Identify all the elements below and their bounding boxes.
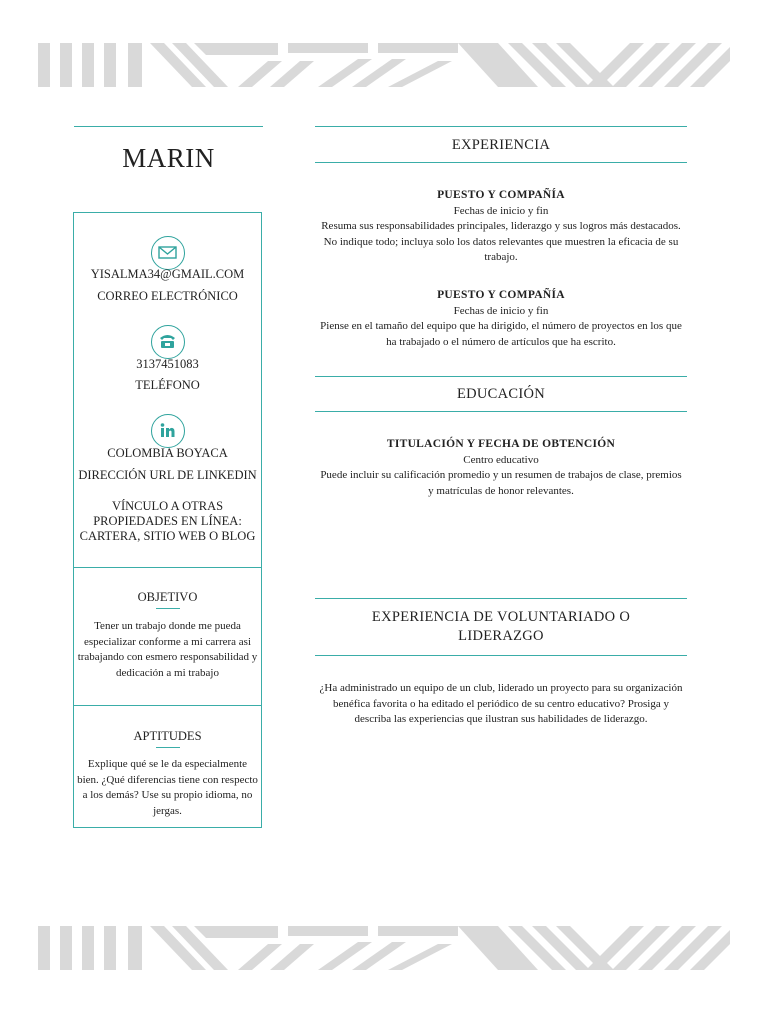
phone-value: 3137451083 [136,357,199,371]
experience-description: Piense en el tamaño del equipo que ha dirigido, el número de proyectos en los que ha trabajado o el número de artículos que ha escrito. [320,320,682,348]
experience-dates: Fechas de inicio y fin [453,204,549,217]
candidate-name: MARIN [122,143,215,173]
experience-dates: Fechas de inicio y fin [453,304,549,317]
objective-text: Tener un trabajo donde me pueda especializar conforme a mi carrera asi trabajando con esmero responsabilidad y dedicación a mi trabajo [77,620,258,679]
objective-heading [74,590,261,609]
other-properties-line1: VÍNCULO A OTRAS [111,499,224,513]
skills-underline [156,747,180,748]
linkedin-label[interactable]: DIRECCIÓN URL DE LINKEDIN [78,468,257,482]
location-value: COLOMBIA BOYACA [107,446,228,460]
education-title: EDUCACIÓN [456,386,546,402]
experience-rule-top [315,126,687,127]
experience-position: PUESTO Y COMPAÑÍA [437,189,565,201]
experience-rule-bottom [315,162,687,163]
decorative-stripes-bottom [38,926,730,970]
phone-icon [151,325,185,359]
email-icon [151,236,185,270]
experience-item [315,288,687,350]
decorative-stripes-top [38,43,730,87]
experience-description: Resuma sus responsabilidades principales, liderazgo y sus logros más destacados. No indique todo; incluya solo los datos relevantes que muestren la eficacia de su trabajo. [321,220,681,263]
education-school: Centro educativo [463,453,539,466]
email-label: CORREO ELECTRÓNICO [97,289,238,303]
phone-label: TELÉFONO [135,378,200,392]
volunteer-description: ¿Ha administrado un equipo de un club, liderado un proyecto para su organización benéfica favorita o ha editado el periódico de su centro educativo? Prosiga y describa las experiencias que ilustran sus habilidades de liderazgo. [319,682,683,725]
sidebar-divider [74,567,261,568]
other-properties-line2: PROPIEDADES EN LÍNEA: [93,514,242,528]
skills-title: APTITUDES [133,729,202,743]
education-description: Puede incluir su calificación promedio y un resumen de trabajos de clase, premios y matrículas de honor relevantes. [320,469,682,497]
education-degree: TITULACIÓN Y FECHA DE OBTENCIÓN [386,438,616,450]
objective-title: OBJETIVO [137,590,198,604]
volunteer-rule-bottom [315,655,687,656]
experience-item [315,188,687,266]
education-item [315,437,687,499]
other-properties-line3: CARTERA, SITIO WEB O BLOG [79,529,256,543]
email-value[interactable]: YISALMA34@GMAIL.COM [90,267,245,281]
volunteer-title: EXPERIENCIA DE VOLUNTARIADO O LIDERAZGO [371,609,631,644]
objective-underline [156,608,180,609]
linkedin-icon [151,414,185,448]
sidebar-box [73,212,262,828]
volunteer-rule-top [315,598,687,599]
skills-heading [74,729,261,748]
experience-title: EXPERIENCIA [451,137,551,153]
education-rule-top [315,376,687,377]
experience-position: PUESTO Y COMPAÑÍA [437,289,565,301]
education-rule-bottom [315,411,687,412]
name-top-rule [74,126,263,127]
skills-text: Explique qué se le da especialmente bien. ¿Qué diferencias tiene con respecto a los demás? Use su propio idioma, no jergas. [77,758,258,817]
sidebar-divider [74,705,261,706]
